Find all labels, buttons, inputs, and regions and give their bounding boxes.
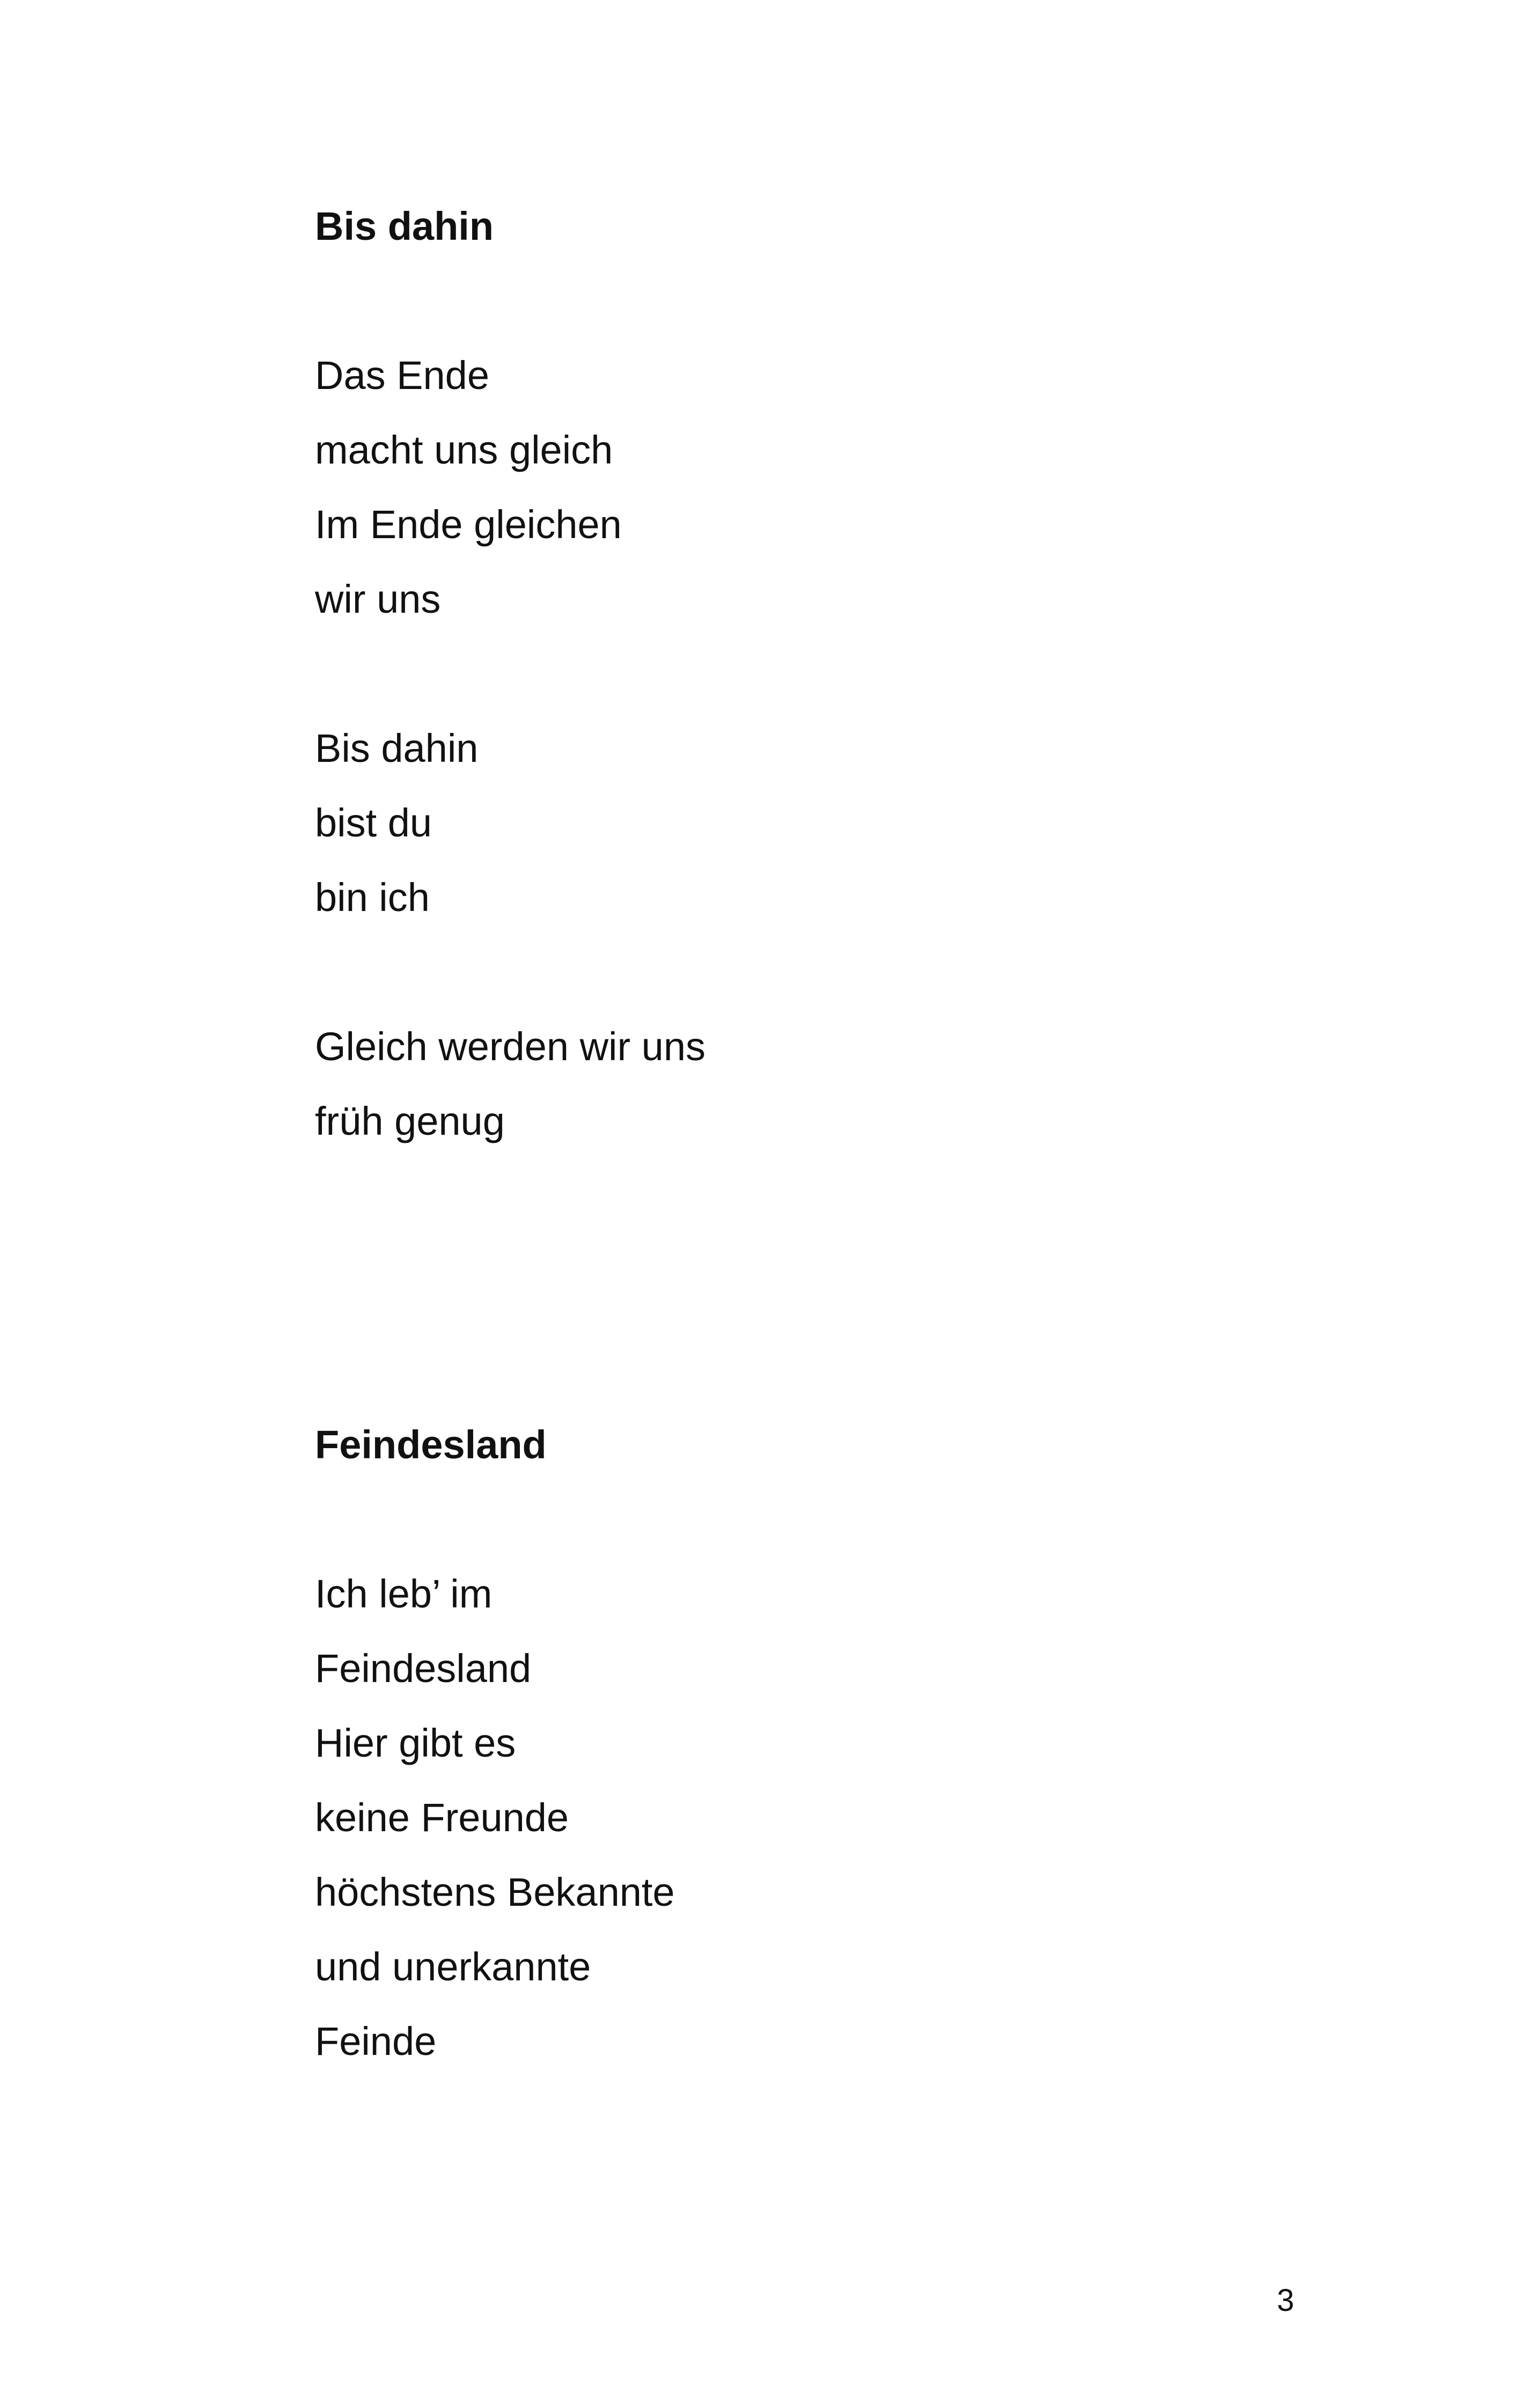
stanza	[315, 1009, 1281, 1158]
poem-bis-dahin	[315, 189, 1281, 1158]
stanza	[315, 711, 1281, 935]
poem-line: Im Ende gleichen	[315, 502, 622, 547]
poem-line: Bis dahin	[315, 726, 479, 770]
poem-line: Feinde	[315, 2019, 437, 2064]
poem-line: Ich leb’ im	[315, 1572, 493, 1616]
poem-line: Feindesland	[315, 1646, 532, 1691]
poem-line: Gleich werden wir uns	[315, 1024, 706, 1069]
poem-line: Hier gibt es	[315, 1721, 516, 1765]
page-number: 3	[1277, 2283, 1295, 2318]
poem-line: höchstens Bekannte	[315, 1870, 675, 1914]
poem-title: Bis dahin	[315, 204, 494, 248]
stanza	[315, 338, 1281, 636]
poem-line: früh genug	[315, 1099, 505, 1143]
poem-line: keine Freunde	[315, 1795, 569, 1840]
poem-line: wir uns	[315, 577, 441, 621]
poem-line: bist du	[315, 801, 432, 845]
poem-feindesland	[315, 1407, 1281, 2079]
poem-line: und unerkannte	[315, 1944, 591, 1989]
poem-line: bin ich	[315, 875, 430, 920]
poem-line: macht uns gleich	[315, 428, 613, 472]
stanza	[315, 1557, 1281, 2079]
poem-line: Das Ende	[315, 353, 489, 398]
poem-title: Feindesland	[315, 1422, 547, 1467]
